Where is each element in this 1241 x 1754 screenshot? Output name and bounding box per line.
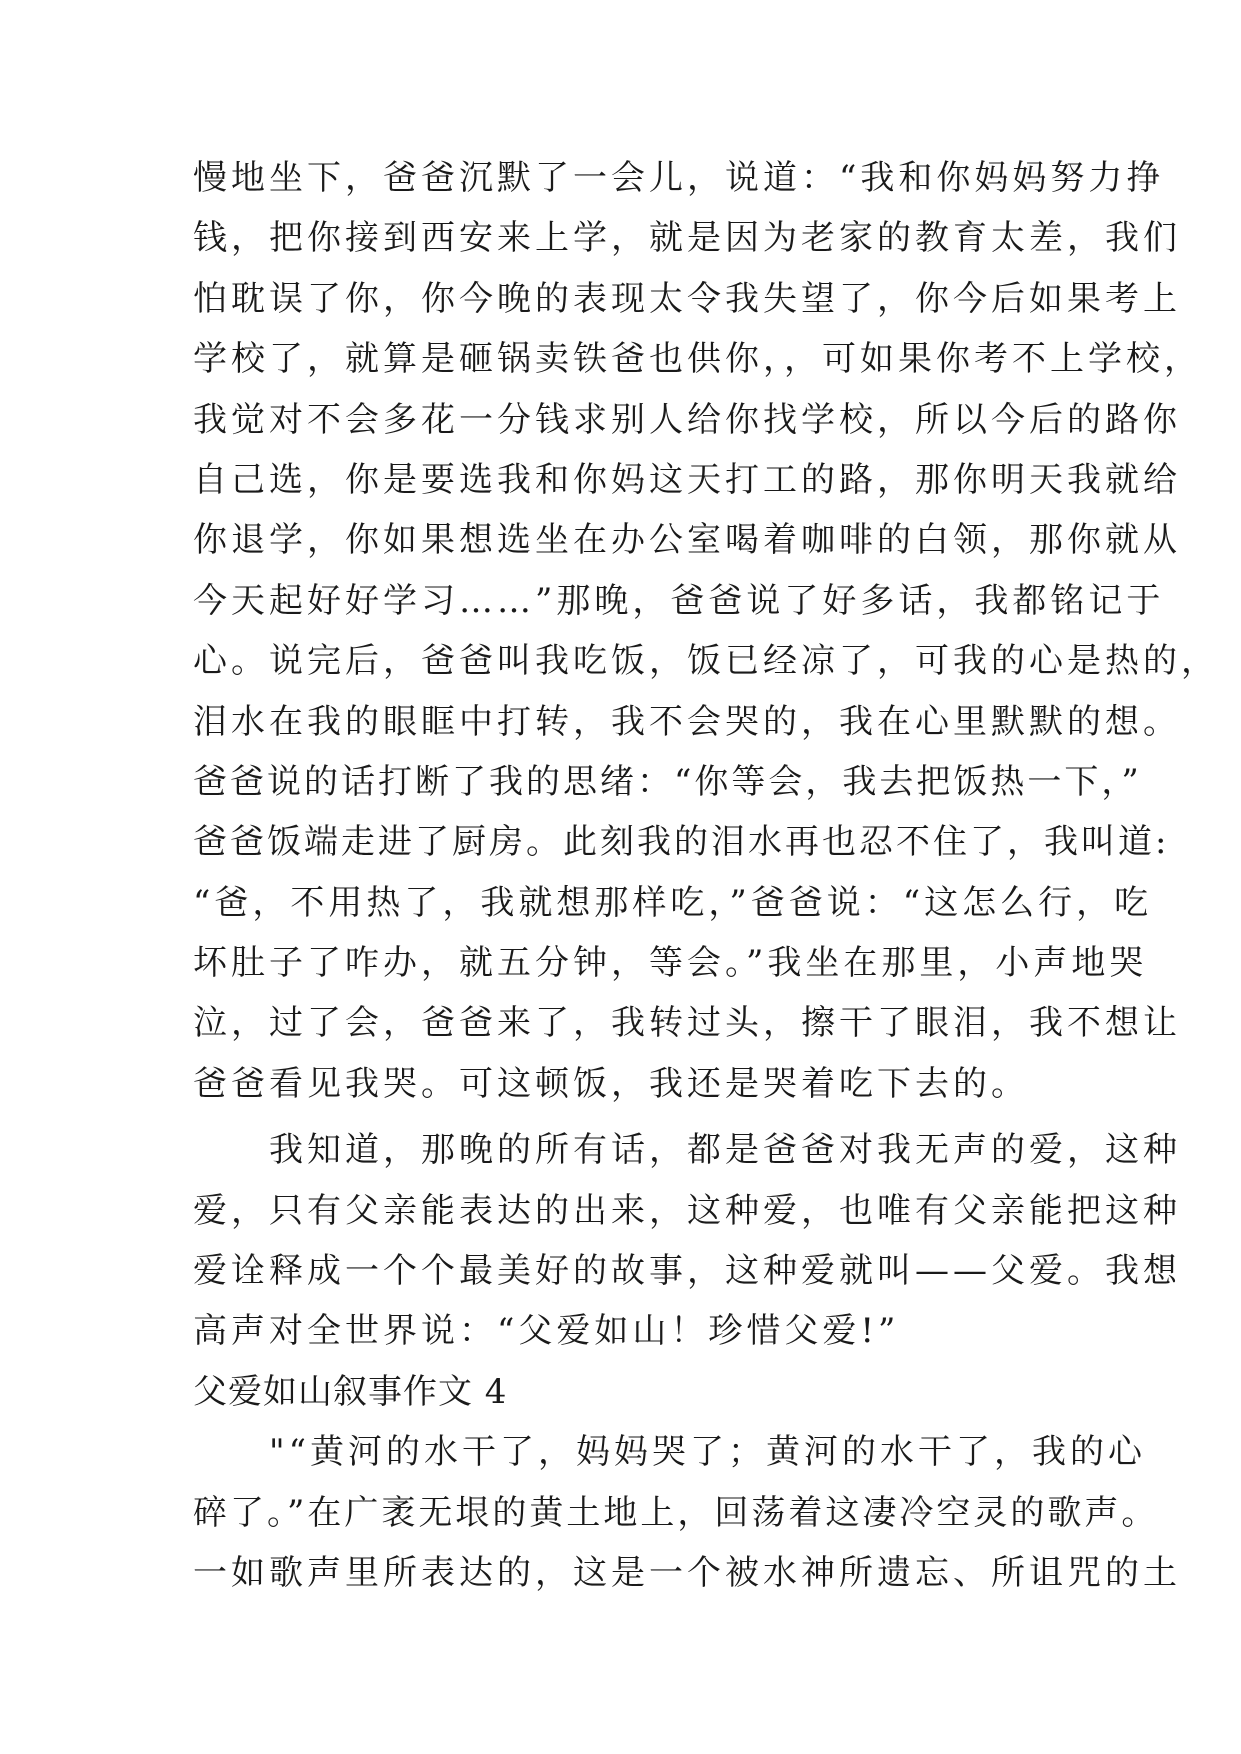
text-line: 碎了。”在广袤无垠的黄土地上，回荡着这凄冷空灵的歌声。 bbox=[193, 1492, 1159, 1533]
text-line: 自己选，你是要选我和你妈这天打工的路，那你明天我就给 bbox=[193, 459, 1181, 500]
text-line: 钱，把你接到西安来上学，就是因为老家的教育太差，我们 bbox=[193, 218, 1181, 259]
text-line: 心。说完后，爸爸叫我吃饭，饭已经凉了，可我的心是热的， bbox=[193, 641, 1219, 682]
text-line: 一如歌声里所表达的，这是一个被水神所遗忘、所诅咒的土 bbox=[193, 1552, 1181, 1593]
paragraph-conclusion bbox=[193, 1120, 1181, 1362]
text-line: 泣，过了会，爸爸来了，我转过头，擦干了眼泪，我不想让 bbox=[193, 1003, 1181, 1044]
paragraph-father-talk bbox=[193, 148, 1219, 1114]
text-line: 坏肚子了咋办，就五分钟，等会。”我坐在那里，小声地哭 bbox=[193, 943, 1148, 984]
text-line: 学校了，就算是砸锅卖铁爸也供你，，可如果你考不上学校， bbox=[193, 339, 1202, 380]
text-line: 爸爸说的话打断了我的思绪：“你等会，我去把饭热一下，” bbox=[193, 761, 1142, 802]
document-body bbox=[193, 148, 1219, 1603]
paragraph-yellow-river bbox=[193, 1422, 1181, 1603]
heading-text: 父爱如山叙事作文 4 bbox=[193, 1371, 508, 1412]
section-heading bbox=[193, 1362, 1063, 1422]
text-line: 高声对全世界说：“父爱如山！珍惜父爱!” bbox=[193, 1311, 900, 1352]
text-line: 我觉对不会多花一分钱求别人给你找学校，所以今后的路你 bbox=[193, 399, 1181, 440]
text-line: "“黄河的水干了，妈妈哭了；黄河的水干了，我的心 bbox=[193, 1432, 1147, 1473]
text-line: 爸爸饭端走进了厨房。此刻我的泪水再也忍不住了，我叫道: bbox=[193, 822, 1170, 863]
text-line: 你退学，你如果想选坐在办公室喝着咖啡的白领，那你就从 bbox=[193, 520, 1181, 561]
text-line: 今天起好好学习……”那晚，爸爸说了好多话，我都铭记于 bbox=[193, 580, 1165, 621]
text-line: “爸，不用热了，我就想那样吃，”爸爸说：“这怎么行，吃 bbox=[193, 882, 1153, 923]
text-line: 爱诠释成一个个最美好的故事，这种爱就叫——父爱。我想 bbox=[193, 1251, 1181, 1292]
text-line: 爱，只有父亲能表达的出来，这种爱，也唯有父亲能把这种 bbox=[193, 1190, 1181, 1231]
text-line: 慢地坐下，爸爸沉默了一会儿，说道：“我和你妈妈努力挣 bbox=[193, 158, 1165, 198]
text-line: 泪水在我的眼眶中打转，我不会哭的，我在心里默默的想。 bbox=[193, 701, 1181, 742]
text-line: 爸爸看见我哭。可这顿饭，我还是哭着吃下去的。 bbox=[193, 1063, 1029, 1104]
text-line: 怕耽误了你，你今晚的表现太令我失望了，你今后如果考上 bbox=[193, 278, 1181, 319]
text-line: 我知道，那晚的所有话，都是爸爸对我无声的爱，这种 bbox=[193, 1130, 1181, 1171]
